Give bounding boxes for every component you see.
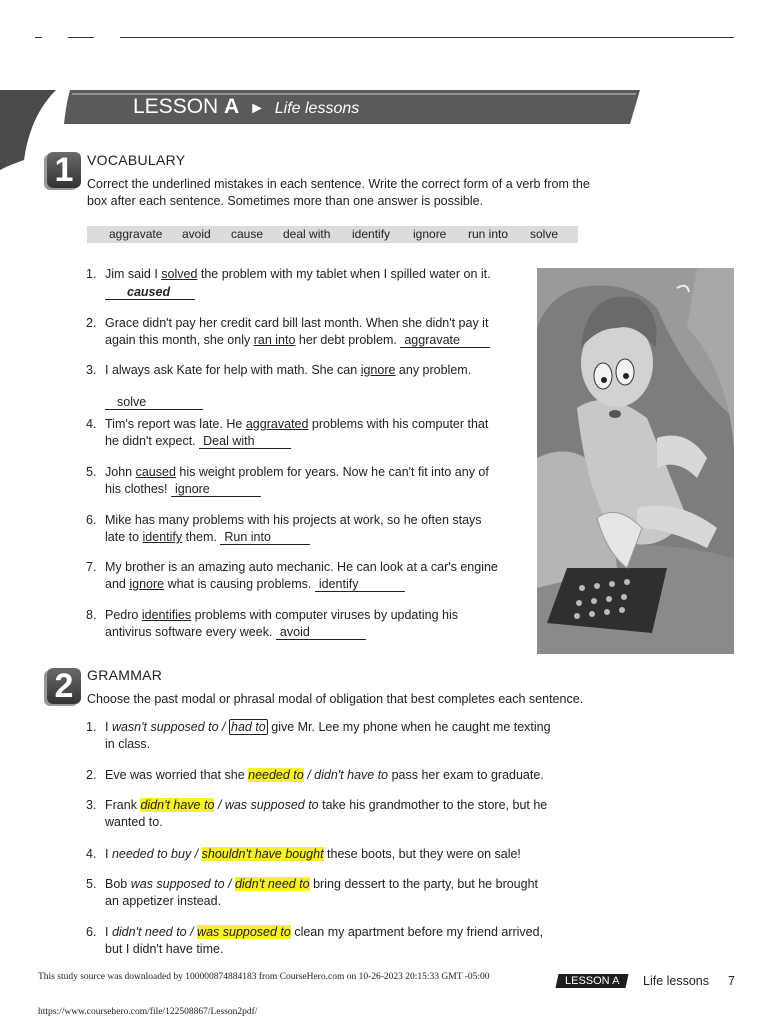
footer-title: Life lessons [643,974,710,988]
item-number: 1. [86,720,97,734]
lesson-title [133,95,359,119]
item-text: I [105,720,112,734]
word-box-item: run into [468,227,509,241]
section-1-number-badge: 1 [47,152,81,188]
vocab-item-8 [86,607,458,641]
item-text: Jim said I [105,267,162,281]
item-text: her debt problem. [295,333,397,347]
section-2-instructions: Choose the past modal or phrasal modal of obligation that best completes each sentence. [87,692,584,706]
underlined-mistake: ran into [253,333,296,347]
word-box-item: solve [530,227,559,241]
item-text: I always ask Kate for help with math. She can [105,363,361,377]
download-source-note: This study source was downloaded by 100000874884183 from CourseHero.com on 10-26-2023 20:15:33 GMT -05:00 [38,972,490,982]
item-text: I [105,925,112,939]
section-1-instructions-line1: Correct the underlined mistakes in each sentence. Write the correct form of a verb from the [87,177,590,191]
item-number: 1. [86,267,97,281]
option-separator: / [191,847,202,861]
answer-blank[interactable]: Deal with [199,434,291,449]
word-box [87,226,578,243]
underlined-mistake: caused [135,465,176,479]
lesson-arrow-icon: ► [249,100,265,117]
vocab-item-5 [86,464,489,498]
item-text: take his grandmother to the store, but he [318,798,548,812]
top-rule-mid [68,37,94,38]
underlined-mistake: identifies [141,608,192,622]
item-number: 5. [86,465,97,479]
grammar-item-5 [86,876,605,910]
option-1[interactable]: didn't need to [111,925,187,939]
item-text: and [105,577,130,591]
item-number: 2. [86,768,97,782]
section-1-title: VOCABULARY [87,152,186,168]
answer-blank[interactable]: caused [105,285,195,300]
grammar-item-3 [86,797,605,831]
option-1[interactable]: wasn't supposed to [111,720,219,734]
item-text: late to [105,530,143,544]
underlined-mistake: identify [142,530,183,544]
word-box-item: deal with [283,227,331,241]
option-1[interactable]: needed to buy [111,847,192,861]
item-text: Tim's report was late. He [105,417,246,431]
item-text: Mike has many problems with his projects at work, so he often stays [105,513,482,527]
item-text: wanted to. [105,815,163,829]
item-number: 7. [86,560,97,574]
item-number: 5. [86,877,97,891]
item-text: again this month, she only [105,333,254,347]
item-text: his clothes! [105,482,168,496]
option-2[interactable]: was supposed to [224,798,319,812]
item-text: Pedro [105,608,142,622]
option-2-selected[interactable]: was supposed to [197,925,291,939]
item-number: 3. [86,363,97,377]
word-box-item: avoid [182,227,211,241]
answer-blank[interactable]: Run into [220,530,310,545]
item-text: problems with computer viruses by updating his [191,608,458,622]
item-number: 6. [86,513,97,527]
source-url-link[interactable]: https://www.coursehero.com/file/122508867/Lesson2pdf/ [38,1007,258,1017]
illustration-spilled-water [537,268,734,654]
item-number: 3. [86,798,97,812]
option-2[interactable]: didn't have to [314,768,389,782]
item-number: 4. [86,417,97,431]
option-1-selected[interactable]: needed to [248,768,304,782]
grammar-item-1 [86,719,605,753]
lesson-subtitle: Life lessons [274,100,360,117]
vocab-item-2 [86,315,490,349]
vocab-item-3 [86,362,472,411]
word-box-item: aggravate [109,227,163,241]
grammar-item-4 [86,846,605,863]
option-separator: / [214,798,225,812]
item-number: 2. [86,316,97,330]
item-text: Bob [105,877,131,891]
word-box-item: identify [352,227,391,241]
item-text: bring dessert to the party, but he brought [309,877,539,891]
item-text: Grace didn't pay her credit card bill last month. When she didn't pay it [105,316,489,330]
item-number: 8. [86,608,97,622]
top-rule-short [35,37,42,38]
item-text: clean my apartment before my friend arrived, [290,925,544,939]
item-text: Eve was worried that she [105,768,249,782]
item-text: the problem with my tablet when I spilled water on it. [197,267,491,281]
item-number: 4. [86,847,97,861]
vocab-item-6 [86,512,482,546]
vocab-item-4 [86,416,489,450]
option-1-selected[interactable]: didn't have to [140,798,215,812]
item-text: an appetizer instead. [105,894,222,908]
option-separator: / [218,720,229,734]
section-1-instructions-line2: box after each sentence. Sometimes more than one answer is possible. [87,194,484,208]
option-separator: / [303,768,315,782]
grammar-item-2 [86,767,605,784]
answer-blank[interactable]: solve [105,395,203,410]
item-text: he didn't expect. [105,434,196,448]
option-2-selected[interactable]: didn't need to [234,877,310,891]
option-1[interactable]: was supposed to [130,877,225,891]
word-box-item: cause [231,227,264,241]
item-text: My brother is an amazing auto mechanic. He can look at a car's engine [105,560,498,574]
vocab-item-7 [86,559,498,593]
option-2-selected[interactable]: had to [231,720,266,734]
footer-lesson-badge [556,974,629,988]
item-text: them. [182,530,217,544]
lesson-label: LESSON [133,95,219,118]
top-rule-long [120,37,734,38]
item-text: give Mr. Lee my phone when he caught me texting [267,720,551,734]
item-text: these boots, but they were on sale! [323,847,521,861]
answer-blank[interactable]: avoid [276,625,366,640]
underlined-mistake: aggravated [245,417,309,431]
option-separator: / [224,877,235,891]
item-text: but I didn't have time. [105,942,224,956]
grammar-item-6 [86,924,605,958]
answer-blank[interactable]: aggravate [400,333,490,348]
page-number: 7 [728,974,735,988]
underlined-mistake: ignore [129,577,165,591]
item-text: pass her exam to graduate. [388,768,544,782]
item-text: in class. [105,737,151,751]
item-text: Frank [105,798,141,812]
word-box-item: ignore [413,227,447,241]
section-2-title: GRAMMAR [87,667,163,683]
item-text: antivirus software every week. [105,625,273,639]
underlined-mistake: ignore [360,363,396,377]
section-2-number-badge: 2 [47,668,81,704]
underlined-mistake: solved [161,267,198,281]
vocab-item-1 [86,266,491,301]
item-text: John [105,465,136,479]
item-text: his weight problem for years. Now he can't fit into any of [175,465,489,479]
item-text: what is causing problems. [164,577,312,591]
item-number: 6. [86,925,97,939]
footer-lesson-badge-label: LESSON A [564,975,620,987]
option-2-selected[interactable]: shouldn't have bought [201,847,324,861]
item-text: I [105,847,112,861]
answer-blank[interactable]: ignore [171,482,261,497]
option-separator: / [186,925,198,939]
item-text: any problem. [395,363,472,377]
section-1-instructions [87,176,647,210]
answer-blank[interactable]: identify [315,577,405,592]
item-text: problems with his computer that [308,417,489,431]
lesson-letter: A [224,95,240,118]
